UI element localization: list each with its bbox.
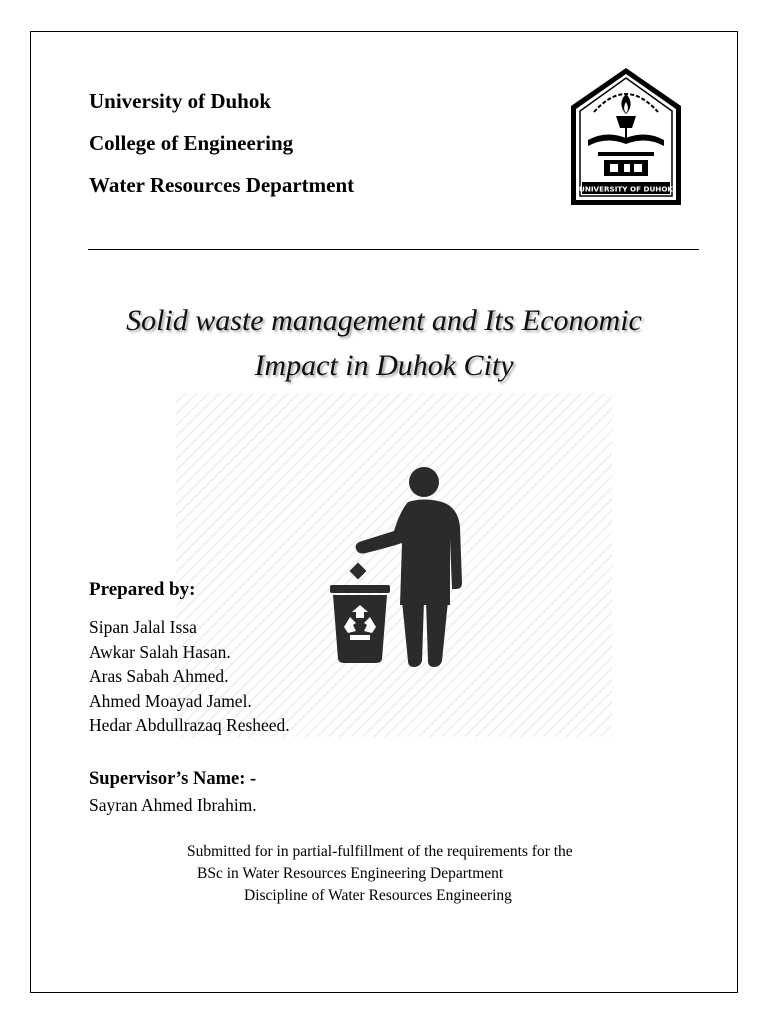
- supervisor-name: Sayran Ahmed Ibrahim.: [89, 795, 257, 815]
- report-title-line-1: Solid waste management and Its Economic: [126, 304, 642, 337]
- author-name: Hedar Abdullrazaq Resheed.: [89, 715, 290, 735]
- university-logo-icon: [568, 66, 684, 208]
- report-title-line-2: Impact in Duhok City: [254, 349, 514, 382]
- person-recycling-icon: [320, 455, 470, 670]
- logo-caption: UNIVERSITY OF DUHOK: [578, 184, 674, 194]
- university-name: University of Duhok: [89, 89, 272, 113]
- submission-line-3: Discipline of Water Resources Engineering: [244, 887, 512, 904]
- college-name: College of Engineering: [89, 131, 294, 155]
- author-name: Aras Sabah Ahmed.: [89, 666, 229, 686]
- department-name: Water Resources Department: [89, 173, 355, 197]
- header-divider: [88, 249, 699, 250]
- author-name: Ahmed Moayad Jamel.: [89, 690, 252, 711]
- submission-line-2: BSc in Water Resources Engineering Department: [197, 865, 504, 882]
- author-list: [89, 615, 290, 738]
- submission-line-1: Submitted for in partial-fulfillment of the requirements for the: [187, 843, 573, 860]
- supervisor-heading: Supervisor’s Name: -: [89, 769, 257, 789]
- prepared-by-heading: Prepared by:: [89, 579, 196, 600]
- author-name: Awkar Salah Hasan.: [89, 641, 231, 662]
- author-name: Sipan Jalal Issa: [89, 617, 197, 637]
